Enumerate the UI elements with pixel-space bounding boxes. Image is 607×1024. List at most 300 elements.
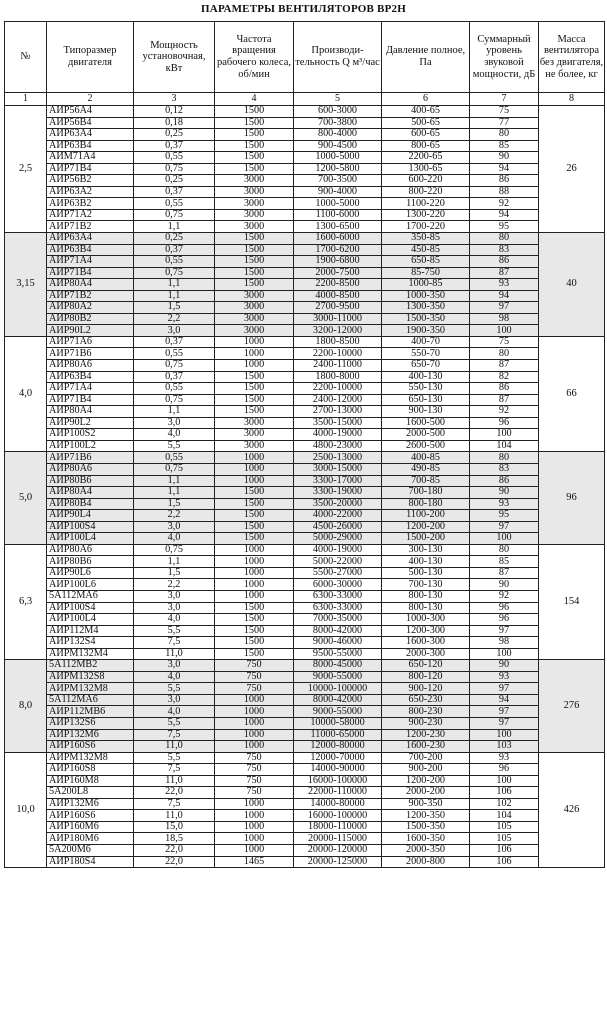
capacity-cell: 9000-46000 [294,637,382,649]
motor-type-cell: АИР132S6 [47,717,134,729]
capacity-cell: 3500-20000 [294,498,382,510]
power-cell: 5,5 [134,625,215,637]
rotation-speed-cell: 1500 [215,233,294,245]
rotation-speed-cell: 1500 [215,637,294,649]
rotation-speed-cell: 1500 [215,140,294,152]
table-row [5,764,605,776]
motor-type-cell: АИР160S8 [47,764,134,776]
sound-power-cell: 96 [470,417,539,429]
motor-type-cell: АИР80В2 [47,313,134,325]
power-cell: 11,0 [134,648,215,660]
motor-type-cell: 5А112МА6 [47,694,134,706]
power-cell: 7,5 [134,729,215,741]
sound-power-cell: 88 [470,186,539,198]
motor-type-cell: АИР80В6 [47,475,134,487]
capacity-cell: 900-4000 [294,186,382,198]
power-cell: 4,0 [134,706,215,718]
capacity-cell: 2700-13000 [294,406,382,418]
rotation-speed-cell: 750 [215,683,294,695]
sound-power-cell: 95 [470,221,539,233]
power-cell: 0,55 [134,152,215,164]
motor-type-cell: АИР180М6 [47,833,134,845]
rotation-speed-cell: 1000 [215,694,294,706]
table-row [5,648,605,660]
pressure-cell: 2000-500 [382,429,470,441]
motor-type-cell: АИР80А2 [47,302,134,314]
column-number-row [5,93,605,106]
motor-type-cell: 5А112МА6 [47,590,134,602]
table-row [5,221,605,233]
sound-power-cell: 106 [470,787,539,799]
table-row [5,706,605,718]
fan-mass-cell: 26 [539,106,605,233]
pressure-cell: 900-120 [382,683,470,695]
table-row [5,717,605,729]
power-cell: 0,55 [134,348,215,360]
motor-type-cell: АИРМ132М8 [47,752,134,764]
power-cell: 0,75 [134,209,215,221]
sound-power-cell: 90 [470,152,539,164]
capacity-cell: 600-3000 [294,106,382,118]
sound-power-cell: 103 [470,741,539,753]
power-cell: 0,37 [134,371,215,383]
motor-type-cell: АИР90L2 [47,325,134,337]
pressure-cell: 550-130 [382,383,470,395]
motor-type-cell: АИР100S2 [47,429,134,441]
sound-power-cell: 97 [470,625,539,637]
rotation-speed-cell: 1000 [215,810,294,822]
power-cell: 1,1 [134,406,215,418]
pressure-cell: 1200-300 [382,625,470,637]
capacity-cell: 2500-13000 [294,452,382,464]
power-cell: 0,12 [134,106,215,118]
motor-type-cell: АИР80А6 [47,463,134,475]
pressure-cell: 1100-220 [382,198,470,210]
rotation-speed-cell: 1465 [215,856,294,868]
sound-power-cell: 92 [470,406,539,418]
power-cell: 11,0 [134,810,215,822]
rotation-speed-cell: 3000 [215,440,294,452]
motor-type-cell: АИР100L2 [47,440,134,452]
motor-type-cell: АИР180S4 [47,856,134,868]
motor-type-cell: АИР80В4 [47,498,134,510]
motor-type-cell: АИР160М6 [47,821,134,833]
power-cell: 3,0 [134,325,215,337]
pressure-cell: 2600-500 [382,440,470,452]
table-row [5,590,605,602]
capacity-cell: 1200-5800 [294,163,382,175]
sound-power-cell: 87 [470,394,539,406]
fan-size-group [5,544,605,659]
header-row [5,22,605,93]
pressure-cell: 650-230 [382,694,470,706]
rotation-speed-cell: 750 [215,775,294,787]
table-row [5,106,605,118]
fan-size-cell: 4,0 [5,336,47,451]
rotation-speed-cell: 1500 [215,602,294,614]
table-row [5,302,605,314]
pressure-cell: 900-230 [382,717,470,729]
fan-size-group [5,452,605,544]
sound-power-cell: 92 [470,590,539,602]
sound-power-cell: 94 [470,163,539,175]
sound-power-cell: 96 [470,614,539,626]
rotation-speed-cell: 750 [215,764,294,776]
sound-power-cell: 104 [470,810,539,822]
rotation-speed-cell: 1000 [215,717,294,729]
pressure-cell: 400-65 [382,106,470,118]
capacity-cell: 1300-6500 [294,221,382,233]
pressure-cell: 350-85 [382,233,470,245]
motor-type-cell: АИР100S4 [47,521,134,533]
fan-mass-cell: 40 [539,233,605,337]
capacity-cell: 2400-12000 [294,394,382,406]
table-row [5,256,605,268]
column-number: 5 [294,93,382,106]
pressure-cell: 900-130 [382,406,470,418]
motor-type-cell: АИР80А4 [47,406,134,418]
motor-type-cell: АИР160S6 [47,741,134,753]
table-row [5,510,605,522]
fan-mass-cell: 96 [539,452,605,544]
capacity-cell: 6300-33000 [294,590,382,602]
capacity-cell: 1000-5000 [294,152,382,164]
rotation-speed-cell: 1500 [215,394,294,406]
power-cell: 22,0 [134,787,215,799]
motor-type-cell: АИР71А2 [47,209,134,221]
column-number: 4 [215,93,294,106]
capacity-cell: 20000-115000 [294,833,382,845]
motor-type-cell: АИРМ132М4 [47,648,134,660]
sound-power-cell: 100 [470,775,539,787]
sound-power-cell: 105 [470,821,539,833]
sound-power-cell: 106 [470,845,539,857]
capacity-cell: 18000-110000 [294,821,382,833]
rotation-speed-cell: 3000 [215,221,294,233]
motor-type-cell: АИР63В4 [47,244,134,256]
rotation-speed-cell: 3000 [215,325,294,337]
power-cell: 3,0 [134,521,215,533]
column-header: № [5,22,47,93]
power-cell: 3,0 [134,590,215,602]
sound-power-cell: 87 [470,567,539,579]
rotation-speed-cell: 1500 [215,383,294,395]
pressure-cell: 1900-350 [382,325,470,337]
motor-type-cell: АИР71В6 [47,348,134,360]
pressure-cell: 400-70 [382,336,470,348]
motor-type-cell: АИМ71А4 [47,152,134,164]
capacity-cell: 3200-12000 [294,325,382,337]
sound-power-cell: 100 [470,729,539,741]
sound-power-cell: 80 [470,544,539,556]
capacity-cell: 2200-10000 [294,383,382,395]
power-cell: 0,55 [134,198,215,210]
fan-size-cell: 10,0 [5,752,47,867]
power-cell: 1,1 [134,279,215,291]
motor-type-cell: АИРМ132М8 [47,683,134,695]
table-row [5,140,605,152]
power-cell: 1,1 [134,290,215,302]
power-cell: 11,0 [134,775,215,787]
sound-power-cell: 77 [470,117,539,129]
motor-type-cell: АИР100L4 [47,533,134,545]
fan-parameters-table [4,21,605,868]
capacity-cell: 10000-58000 [294,717,382,729]
sound-power-cell: 80 [470,348,539,360]
capacity-cell: 14000-90000 [294,764,382,776]
power-cell: 7,5 [134,764,215,776]
sound-power-cell: 95 [470,510,539,522]
motor-type-cell: АИР56В4 [47,117,134,129]
column-header: Давление полное, Па [382,22,470,93]
table-row [5,152,605,164]
pressure-cell: 800-65 [382,140,470,152]
table-row [5,371,605,383]
rotation-speed-cell: 1500 [215,129,294,141]
rotation-speed-cell: 1000 [215,729,294,741]
table-row [5,821,605,833]
motor-type-cell: АИР132М6 [47,798,134,810]
pressure-cell: 600-220 [382,175,470,187]
pressure-cell: 300-130 [382,544,470,556]
power-cell: 7,5 [134,798,215,810]
power-cell: 0,25 [134,129,215,141]
rotation-speed-cell: 750 [215,671,294,683]
motor-type-cell: 5А200L8 [47,787,134,799]
rotation-speed-cell: 1500 [215,533,294,545]
pressure-cell: 900-200 [382,764,470,776]
rotation-speed-cell: 1000 [215,463,294,475]
fan-mass-cell: 154 [539,544,605,659]
pressure-cell: 400-130 [382,556,470,568]
pressure-cell: 1600-300 [382,637,470,649]
table-row [5,487,605,499]
power-cell: 3,0 [134,694,215,706]
capacity-cell: 7000-35000 [294,614,382,626]
table-header [5,22,605,106]
sound-power-cell: 93 [470,752,539,764]
rotation-speed-cell: 1000 [215,556,294,568]
fan-size-group [5,660,605,752]
capacity-cell: 5000-22000 [294,556,382,568]
table-row [5,209,605,221]
table-row [5,440,605,452]
pressure-cell: 1200-230 [382,729,470,741]
power-cell: 0,75 [134,394,215,406]
rotation-speed-cell: 750 [215,787,294,799]
pressure-cell: 1700-220 [382,221,470,233]
motor-type-cell: АИР100L4 [47,614,134,626]
rotation-speed-cell: 1500 [215,371,294,383]
table-row [5,741,605,753]
motor-type-cell: АИР63А4 [47,129,134,141]
sound-power-cell: 97 [470,521,539,533]
pressure-cell: 700-180 [382,487,470,499]
motor-type-cell: АИР112МВ6 [47,706,134,718]
rotation-speed-cell: 3000 [215,186,294,198]
rotation-speed-cell: 1000 [215,336,294,348]
power-cell: 1,1 [134,475,215,487]
power-cell: 22,0 [134,845,215,857]
power-cell: 4,0 [134,533,215,545]
table-row [5,798,605,810]
pressure-cell: 1000-85 [382,279,470,291]
sound-power-cell: 87 [470,360,539,372]
sound-power-cell: 97 [470,683,539,695]
rotation-speed-cell: 3000 [215,175,294,187]
sound-power-cell: 96 [470,602,539,614]
capacity-cell: 8000-45000 [294,660,382,672]
rotation-speed-cell: 3000 [215,429,294,441]
capacity-cell: 800-4000 [294,129,382,141]
table-row [5,845,605,857]
power-cell: 1,1 [134,487,215,499]
motor-type-cell: АИР100L6 [47,579,134,591]
rotation-speed-cell: 1000 [215,544,294,556]
fan-size-group [5,106,605,233]
fan-size-cell: 6,3 [5,544,47,659]
pressure-cell: 650-85 [382,256,470,268]
capacity-cell: 8000-42000 [294,625,382,637]
sound-power-cell: 100 [470,648,539,660]
capacity-cell: 9000-55000 [294,706,382,718]
motor-type-cell: АИР71В4 [47,267,134,279]
capacity-cell: 8000-42000 [294,694,382,706]
table-row [5,186,605,198]
pressure-cell: 400-85 [382,452,470,464]
rotation-speed-cell: 1500 [215,267,294,279]
pressure-cell: 2200-65 [382,152,470,164]
sound-power-cell: 98 [470,637,539,649]
pressure-cell: 490-85 [382,463,470,475]
column-number: 7 [470,93,539,106]
power-cell: 0,75 [134,267,215,279]
sound-power-cell: 87 [470,267,539,279]
power-cell: 0,37 [134,336,215,348]
fan-size-cell: 5,0 [5,452,47,544]
capacity-cell: 3500-15000 [294,417,382,429]
column-header: Типоразмер двигателя [47,22,134,93]
sound-power-cell: 75 [470,106,539,118]
table-row [5,406,605,418]
sound-power-cell: 97 [470,302,539,314]
pressure-cell: 700-130 [382,579,470,591]
power-cell: 0,75 [134,463,215,475]
table-row [5,498,605,510]
sound-power-cell: 93 [470,279,539,291]
fan-mass-cell: 276 [539,660,605,752]
table-row [5,313,605,325]
capacity-cell: 12000-80000 [294,741,382,753]
column-number: 6 [382,93,470,106]
rotation-speed-cell: 3000 [215,198,294,210]
motor-type-cell: АИР112М4 [47,625,134,637]
power-cell: 5,5 [134,683,215,695]
capacity-cell: 12000-70000 [294,752,382,764]
table-row [5,163,605,175]
capacity-cell: 1800-8000 [294,371,382,383]
power-cell: 0,55 [134,452,215,464]
motor-type-cell: АИР56А4 [47,106,134,118]
rotation-speed-cell: 3000 [215,209,294,221]
rotation-speed-cell: 3000 [215,417,294,429]
table-row [5,671,605,683]
power-cell: 0,75 [134,360,215,372]
motor-type-cell: АИР80В6 [47,556,134,568]
motor-type-cell: АИР160S6 [47,810,134,822]
motor-type-cell: АИР63В2 [47,198,134,210]
capacity-cell: 5000-29000 [294,533,382,545]
pressure-cell: 2000-300 [382,648,470,660]
motor-type-cell: АИР63В4 [47,371,134,383]
fan-size-cell: 3,15 [5,233,47,337]
table-row [5,429,605,441]
capacity-cell: 3300-19000 [294,487,382,499]
rotation-speed-cell: 1000 [215,360,294,372]
rotation-speed-cell: 1000 [215,706,294,718]
motor-type-cell: АИР100S4 [47,602,134,614]
pressure-cell: 1000-300 [382,614,470,626]
rotation-speed-cell: 1500 [215,406,294,418]
sound-power-cell: 100 [470,325,539,337]
rotation-speed-cell: 1500 [215,625,294,637]
rotation-speed-cell: 1500 [215,521,294,533]
motor-type-cell: АИР56В2 [47,175,134,187]
table-row [5,521,605,533]
rotation-speed-cell: 1000 [215,452,294,464]
table-row [5,233,605,245]
rotation-speed-cell: 1500 [215,117,294,129]
rotation-speed-cell: 3000 [215,313,294,325]
table-row [5,660,605,672]
pressure-cell: 2000-200 [382,787,470,799]
power-cell: 3,0 [134,417,215,429]
sound-power-cell: 83 [470,463,539,475]
power-cell: 2,2 [134,510,215,522]
motor-type-cell: АИР71А4 [47,256,134,268]
table-row [5,117,605,129]
sound-power-cell: 90 [470,660,539,672]
capacity-cell: 4000-19000 [294,544,382,556]
motor-type-cell: АИР63В4 [47,140,134,152]
sound-power-cell: 85 [470,140,539,152]
power-cell: 0,37 [134,244,215,256]
rotation-speed-cell: 3000 [215,290,294,302]
pressure-cell: 500-130 [382,567,470,579]
capacity-cell: 2700-9500 [294,302,382,314]
sound-power-cell: 98 [470,313,539,325]
sound-power-cell: 82 [470,371,539,383]
pressure-cell: 1200-200 [382,775,470,787]
power-cell: 4,0 [134,671,215,683]
motor-type-cell: АИР80А4 [47,487,134,499]
power-cell: 0,25 [134,175,215,187]
rotation-speed-cell: 1000 [215,821,294,833]
pressure-cell: 1300-350 [382,302,470,314]
rotation-speed-cell: 1500 [215,648,294,660]
table-row [5,129,605,141]
sound-power-cell: 86 [470,383,539,395]
fan-size-group [5,752,605,867]
table-row [5,787,605,799]
rotation-speed-cell: 1500 [215,152,294,164]
power-cell: 0,75 [134,544,215,556]
column-header: Мощность установочная, кВт [134,22,215,93]
pressure-cell: 1500-350 [382,313,470,325]
pressure-cell: 2000-800 [382,856,470,868]
table-row [5,244,605,256]
power-cell: 0,75 [134,163,215,175]
